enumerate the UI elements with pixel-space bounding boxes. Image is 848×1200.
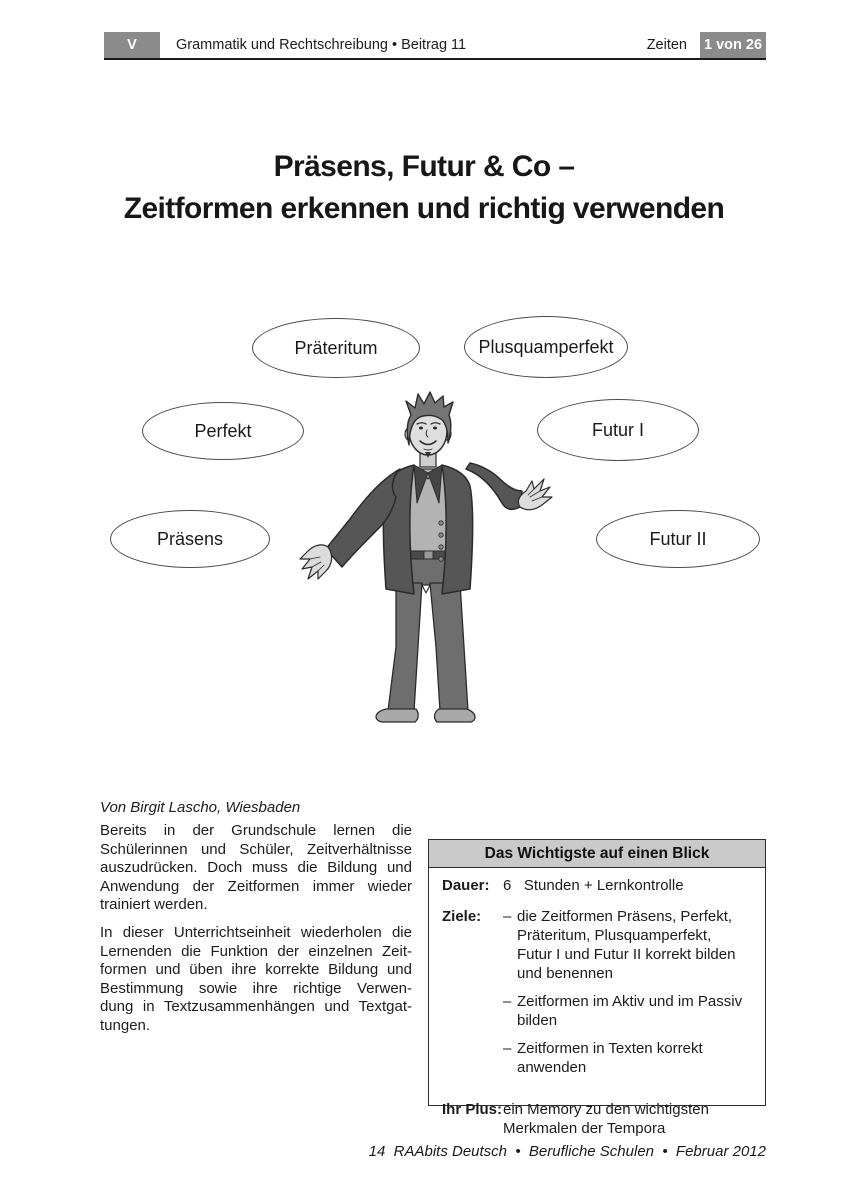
- dash-bullet: –: [503, 1040, 512, 1057]
- ziele-label: Ziele:: [442, 908, 482, 925]
- tense-bubble-praesens: Präsens: [110, 510, 270, 568]
- overview-box-title: Das Wichtigste auf einen Blick: [429, 840, 765, 868]
- tense-bubble-perfekt: Perfekt: [142, 402, 304, 460]
- document-title-line1: Präsens, Futur & Co –: [273, 150, 575, 183]
- tense-bubble-plusquamperfekt: Plusquamperfekt: [464, 316, 628, 378]
- presenter-man-illustration: [298, 391, 562, 731]
- header-topic: Zeiten: [646, 37, 687, 53]
- intro-paragraph-1: Bereits in der Grundschule lernen die Schülerinnen und Schüler, Zeitverhältnisse auszudrücken. Doch muss die Bildung und Anwendung der Zeitformen immer wieder trainiert werden.: [100, 822, 412, 913]
- ziele-item-text: Zeitformen in Texten korrekt anwenden: [517, 1040, 703, 1076]
- overview-box-body: [429, 868, 765, 1138]
- shoes: [376, 709, 475, 722]
- tense-bubble-futur2: Futur II: [596, 510, 760, 568]
- intro-paragraph-2: In dieser Unterrichtseinheit wiederholen die Lernenden die Funktion der einzelnen Zeit- formen und üben ihre korrekte Bildung und Bestimmung sowie ihre richtige Verwen- dung in Textzusammenhängen und Textgat- tungen.: [100, 924, 412, 1034]
- ziele-item-text: die Zeitformen Präsens, Perfekt, Präteritum, Plusquamperfekt, Futur I und Futur II korrekt bilden und benennen: [517, 908, 736, 982]
- ziele-item: [503, 907, 742, 983]
- author-line: Von Birgit Lascho, Wiesbaden: [100, 799, 301, 816]
- dauer-label: Dauer:: [442, 877, 490, 894]
- header-title: Grammatik und Rechtschreibung • Beitrag 11: [176, 37, 467, 53]
- dash-bullet: –: [503, 908, 512, 925]
- ziele-row: [442, 907, 755, 1086]
- tense-bubble-futur1: Futur I: [537, 399, 699, 461]
- ziele-item: [503, 992, 742, 1030]
- page-header: [104, 32, 766, 60]
- ihr-plus-value: ein Memory zu den wichtigsten Merkmalen der Tempora: [503, 1101, 709, 1137]
- page-indicator: 1 von 26: [700, 32, 766, 58]
- ziele-list: [503, 907, 742, 1086]
- ziele-item-text: Zeitformen im Aktiv und im Passiv bilden: [517, 993, 743, 1029]
- ihr-plus-row: [442, 1100, 755, 1138]
- footer-line: 14 RAAbits Deutsch • Berufliche Schulen • Februar 2012: [368, 1143, 766, 1160]
- document-title: [40, 146, 808, 230]
- dash-bullet: –: [503, 993, 512, 1010]
- section-badge: V: [104, 32, 160, 58]
- ziele-item: [503, 1039, 742, 1077]
- overview-box: [428, 839, 766, 1137]
- ihr-plus-label: Ihr Plus:: [442, 1101, 503, 1118]
- document-title-line2: Zeitformen erkennen und richtig verwenden: [123, 192, 725, 225]
- tense-bubble-praeteritum: Präteritum: [252, 318, 420, 378]
- dauer-value: 6 Stunden + Lernkontrolle: [503, 877, 684, 894]
- dauer-row: [442, 876, 755, 895]
